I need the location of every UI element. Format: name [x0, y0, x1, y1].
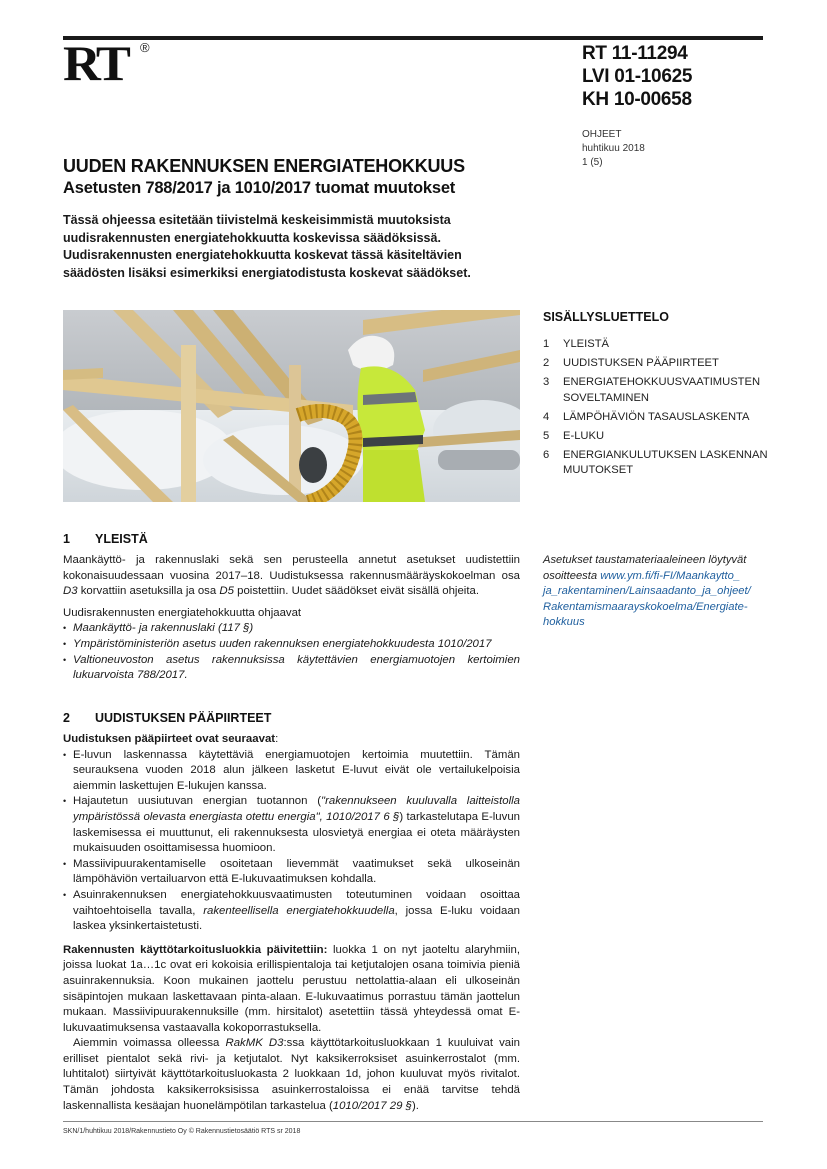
- lead-line: uudisrakennusten energiatehokkuutta koskevissa säädöksissä.: [63, 230, 441, 245]
- side-note-text: Asetukset taustamateriaaleineen löytyvät osoitteesta: [543, 554, 747, 582]
- section-title: UUDISTUKSEN PÄÄPIIRTEET: [95, 711, 272, 725]
- lead-paragraph: [63, 212, 523, 282]
- section-1-heading: [63, 531, 148, 547]
- toc-item-laskennan-muutokset[interactable]: [543, 448, 768, 479]
- rakmk-paragraph: Aiemmin voimassa olleessa RakMK D3:ssa käyttötarkoitusluokkaan 1 kuuluivat vain erilliset pientalot sekä rivi- ja ketjutalot. Nyt kaksikerroksiset asuinkerrostalot (mm. luhtitalot) siirtyivät käyttötarkoitusluokasta 2 luokkaan 1d, johon kuuluvat myös rivitalot. Tämän johdosta kaksikerroksisissa asuinkerrostaloissa ei enää tarvitse tehdä laskennallista kesäajan huonelämpötilan tarkastelua (1010/2017 29 §).: [63, 1037, 520, 1112]
- toc-item-tasauslaskenta[interactable]: [543, 410, 768, 426]
- section-2-body: [63, 732, 520, 1114]
- insulation-photo: [63, 310, 520, 502]
- document-meta: [582, 128, 645, 170]
- rt-logo: RT: [63, 35, 128, 91]
- section-number: 1: [63, 532, 70, 546]
- toc-item-number: 2: [543, 357, 550, 369]
- photo-illustration: [63, 310, 520, 502]
- list-item: • Massiivipuurakentamiselle osoitetaan lievemmät vaatimukset sekä ulkoseinän lämpöhäviön vertailuarvon että E-lukuvaatimuksen kohdalla.: [63, 857, 520, 888]
- doc-type: OHJEET: [582, 129, 622, 140]
- kh-code: KH 10-00658: [582, 89, 692, 110]
- usage-class-paragraph: Rakennusten käyttötarkoitusluokkia päivitettiin: luokka 1 on nyt jaoteltu alaryhmiin, joissa luokat 1a…1c ovat eri kokoisia erillispientaloja tai ketjutalojen osana toimivia pieniä asuinrakennuksia. Koon mukainen jaottelu perustuu nettolattia-alaan eli ulkoseinän sisäpintojen mukaan laskettavaan pinta-alaan. E-lukuvaatimus porrastuu tämän jaottelun mukaan. Massiivipuurakennuksille (mm. hirsitalot) asetettiin tässä yhteydessä omat E-lukuvaatimuksensa vastaavalla kokoporrastuksella.: [63, 943, 520, 1034]
- toc-item-label: LÄMPÖHÄVIÖN TASAUSLASKENTA: [563, 410, 750, 423]
- title-block: [63, 155, 465, 199]
- toc-item-number: 5: [543, 429, 550, 442]
- regulation-list: [63, 621, 520, 683]
- list-item: • Valtioneuvoston asetus rakennuksissa käytettävien energiamuotojen kertoimien lukuarvoista 788/2017.: [63, 653, 520, 684]
- main-features-list: [63, 748, 520, 935]
- toc-item-yleista[interactable]: [543, 337, 768, 353]
- list-item: • Ympäristöministeriön asetus uuden rakennuksen energiatehokkuudesta 1010/2017: [63, 637, 520, 653]
- toc-item-label: YLEISTÄ: [563, 338, 610, 350]
- toc-item-label: UUDISTUKSEN PÄÄPIIRTEET: [563, 357, 719, 369]
- list-item: • E-luvun laskennassa käytettäviä energiamuotojen kertoimia muutettiin. Tämän seurauksena vuoden 2018 alun jälkeen lasketut E-luvut eivät ole vertailukelpoisia aiemmin laskettujen E-lukujen kanssa.: [63, 748, 520, 795]
- toc-item-number: 3: [543, 376, 550, 388]
- side-note: [543, 553, 768, 631]
- section-1-body: [63, 553, 520, 684]
- footer-rule: [63, 1121, 763, 1122]
- toc-item-paapiirteet[interactable]: [543, 356, 768, 372]
- list-item: • Asuinrakennuksen energiatehokkuusvaatimusten toteutuminen voidaan osoittaa vaihtoehtoisella tavalla, rakenteellisella energiatehokkuudella, jossa E-luku voidaan laskea yksinkertaistetusti.: [63, 888, 520, 935]
- toc-item-label: E-LUKU: [563, 429, 605, 442]
- document-codes: [582, 42, 692, 111]
- toc-item-number: 1: [543, 338, 550, 350]
- toc-item-label: ENERGIATEHOKKUUSVAATIMUSTEN SOVELTAMINEN: [563, 376, 761, 404]
- top-rule: [63, 36, 763, 40]
- table-of-contents: [543, 309, 768, 482]
- toc-item-number: 4: [543, 410, 550, 423]
- toc-item-e-luku[interactable]: [543, 429, 768, 445]
- lvi-code: LVI 01-10625: [582, 66, 693, 87]
- lead-line: säädösten lisäksi esimerkiksi energiatodistusta koskevat säädökset.: [63, 265, 471, 280]
- doc-date: huhtikuu 2018: [582, 143, 645, 154]
- registered-mark: ®: [140, 40, 150, 55]
- section-2-intro: Uudistuksen pääpiirteet ovat seuraavat:: [63, 733, 279, 745]
- regulations-link[interactable]: www.ym.fi/fi-FI/Maankaytto_ ja_rakentaminen/Lainsaadanto_ja_ohjeet/ Rakentamismaarayskokoelma/Energiatehokkuus: [543, 569, 751, 629]
- list-item: • Maankäyttö- ja rakennuslaki (117 §): [63, 621, 520, 637]
- section-title: YLEISTÄ: [95, 532, 148, 546]
- page-title: UUDEN RAKENNUKSEN ENERGIATEHOKKUUS: [63, 156, 465, 176]
- toc-item-number: 6: [543, 448, 550, 461]
- page-subtitle: Asetusten 788/2017 ja 1010/2017 tuomat muutokset: [63, 179, 456, 197]
- list-item: • Hajautetun uusiutuvan energian tuotannon ("rakennukseen kuuluvalla laitteistolla ympäristössä olevasta energiasta otettu energia", 1010/2017 6 §) tarkastelutapa E-luvun laskemisessa ei muuttunut, eli rakennuksesta ulosvietyä energiaa ei oteta määräysten mukaisuuden osoittamisessa huomioon.: [63, 794, 520, 856]
- footer-text: SKN/1/huhtikuu 2018/Rakennustieto Oy © Rakennustietosäätiö RTS sr 2018: [63, 1128, 301, 1135]
- lead-line: Uudisrakennusten energiatehokkuutta koskevat tässä käsiteltävien: [63, 248, 462, 262]
- page-number: 1 (5): [582, 157, 603, 168]
- section-2-heading: [63, 710, 271, 726]
- section-number: 2: [63, 711, 70, 725]
- toc-title: SISÄLLYSLUETTELO: [543, 310, 669, 324]
- section-1-list-intro: Uudisrakennusten energiatehokkuutta ohjaavat: [63, 606, 302, 619]
- toc-item-soveltaminen[interactable]: [543, 375, 768, 406]
- section-1-paragraph: Maankäyttö- ja rakennuslaki sekä sen perusteella annetut asetukset uudistettiin kokonaisuudessaan vuosina 2017–18. Uudistuksessa rakennusmääräyskokoelman osa D3 korvattiin asetuksilla ja osa D5 poistettiin. Uudet säädökset eivät sisällä ohjeita.: [63, 554, 520, 598]
- lead-line: Tässä ohjeessa esitetään tiivistelmä keskeisimmistä muutoksista: [63, 213, 451, 227]
- toc-item-label: ENERGIANKULUTUKSEN LASKENNAN MUUTOKSET: [563, 448, 768, 476]
- rt-code: RT 11-11294: [582, 43, 688, 64]
